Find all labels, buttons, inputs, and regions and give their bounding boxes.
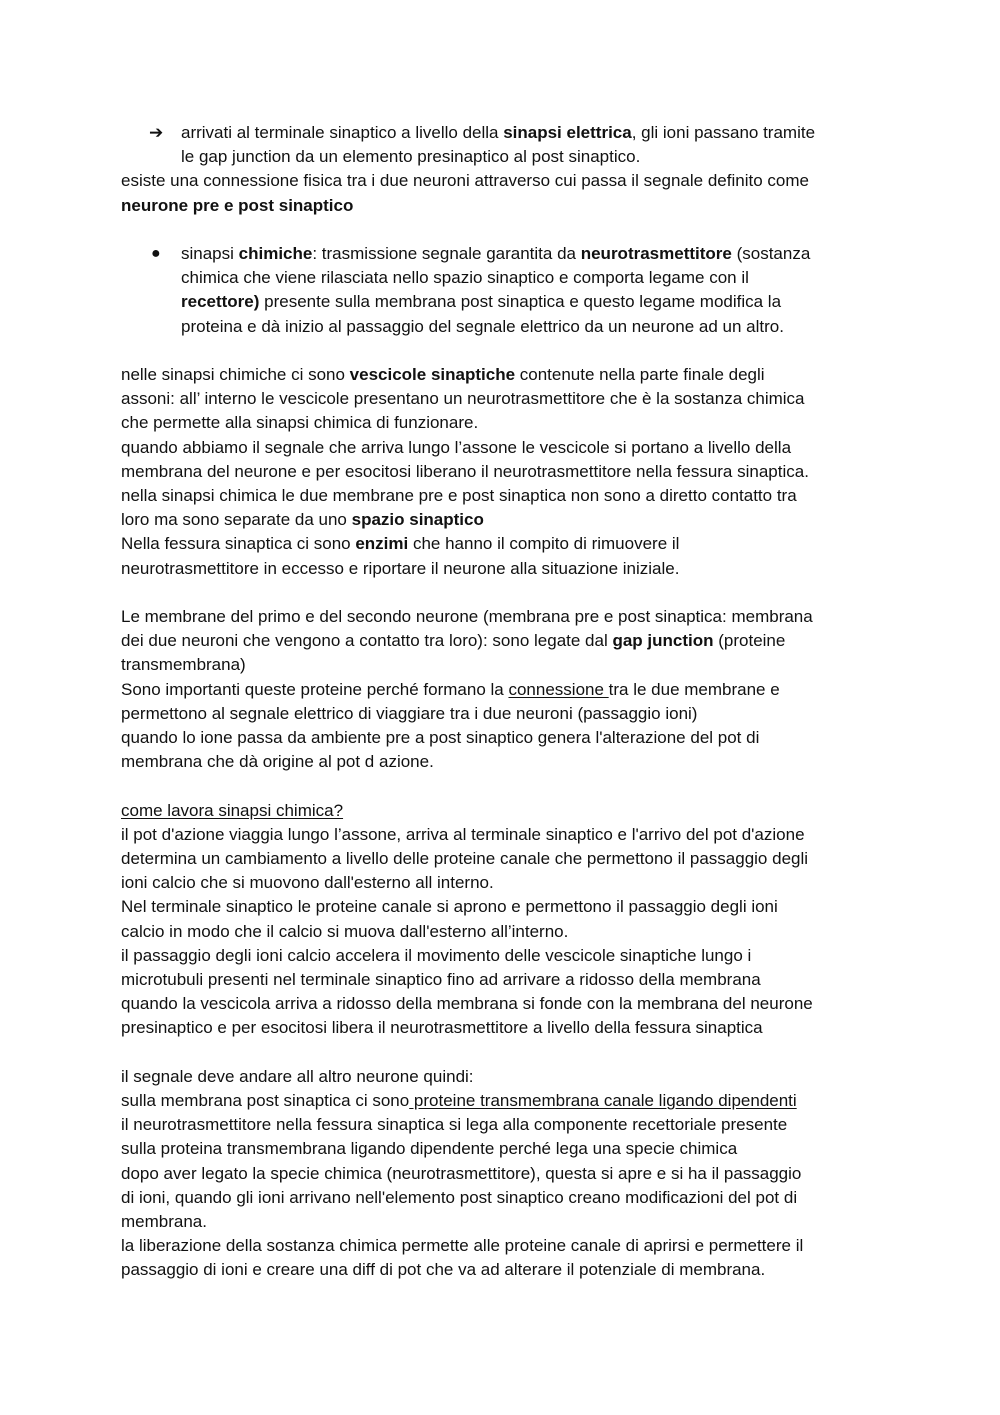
text-span: (proteine bbox=[713, 631, 786, 651]
text-line: quando abbiamo il segnale che arriva lungo l’assone le vescicole si portano a livello della bbox=[121, 437, 792, 457]
bold-term: sinapsi elettrica bbox=[503, 123, 632, 142]
text-line bbox=[121, 678, 881, 702]
bold-term: chimiche bbox=[238, 244, 313, 263]
text-line: le gap junction da un elemento presinaptico al post sinaptico. bbox=[181, 147, 641, 167]
text-line bbox=[121, 1089, 881, 1113]
text-line: ioni calcio che si muovono dall'esterno all interno. bbox=[121, 873, 494, 893]
text-line bbox=[121, 532, 881, 556]
text-line: sulla proteina transmembrana ligando dipendente perché lega una specie chimica bbox=[121, 1139, 738, 1159]
blank-line bbox=[121, 581, 881, 605]
text-line: membrana. bbox=[121, 1212, 207, 1232]
text-span: tra le due membrane e bbox=[608, 679, 780, 699]
text-line: che permette alla sinapsi chimica di funzionare. bbox=[121, 413, 479, 433]
text-line: neurotrasmettitore in eccesso e riportare il neurone alla situazione iniziale. bbox=[121, 558, 680, 578]
text-line: di ioni, quando gli ioni arrivano nell'elemento post sinaptico creano modificazioni del pot di bbox=[121, 1187, 798, 1207]
text-span: Sono importanti queste proteine perché formano la bbox=[121, 679, 509, 699]
text-line: quando la vescicola arriva a ridosso della membrana si fonde con la membrana del neurone bbox=[121, 994, 813, 1014]
text-span: presente sulla membrana post sinaptica e questo legame modifica la bbox=[259, 292, 782, 312]
text-line: esiste una connessione fisica tra i due neuroni attraverso cui passa il segnale definito come bbox=[121, 171, 809, 191]
text-span: contenute nella parte finale degli bbox=[515, 365, 765, 384]
text-span: loro ma sono separate da uno bbox=[121, 510, 352, 530]
text-line: transmembrana) bbox=[121, 655, 246, 675]
text-span: nelle sinapsi chimiche ci sono bbox=[121, 365, 350, 384]
bold-term: spazio sinaptico bbox=[351, 510, 484, 530]
bold-term: gap junction bbox=[612, 631, 714, 651]
text-line: membrana che dà origine al pot d azione. bbox=[121, 752, 434, 772]
text-span: (sostanza bbox=[731, 244, 811, 263]
text-line: proteina e dà inizio al passaggio del segnale elettrico da un neurone ad un altro. bbox=[181, 316, 784, 336]
blank-line bbox=[121, 1041, 881, 1065]
text-line: quando lo ione passa da ambiente pre a post sinaptico genera l'alterazione del pot di bbox=[121, 728, 760, 748]
text-line: il pot d'azione viaggia lungo l’assone, arriva al terminale sinaptico e l'arrivo del pot d'azione bbox=[121, 824, 805, 844]
text-line: passaggio di ioni e creare una diff di pot che va ad alterare il potenziale di membrana. bbox=[121, 1260, 766, 1280]
arrow-icon: ➔ bbox=[149, 123, 164, 142]
text-line: calcio in modo che il calcio si muova dall'esterno all’interno. bbox=[121, 921, 569, 941]
text-span: Nella fessura sinaptica ci sono bbox=[121, 534, 356, 554]
text-line: chimica che viene rilasciata nello spazio sinaptico e comporta legame con il bbox=[181, 268, 749, 288]
text-span: : trasmissione segnale garantita da bbox=[312, 244, 581, 263]
text-span: dei due neuroni che vengono a contatto tra loro): sono legate dal bbox=[121, 631, 613, 651]
text-line: membrana del neurone e per esocitosi liberano il neurotrasmettitore nella fessura sinaptica. bbox=[121, 461, 809, 481]
text-line: Le membrane del primo e del secondo neurone (membrana pre e post sinaptica: membrana bbox=[121, 607, 813, 627]
text-line: la liberazione della sostanza chimica permette alle proteine canale di aprirsi e permettere il bbox=[121, 1236, 804, 1256]
blank-line bbox=[121, 339, 881, 363]
text-span: , gli ioni passano tramite bbox=[631, 123, 816, 142]
text-span: che hanno il compito di rimuovere il bbox=[408, 534, 680, 554]
bold-term: neurone pre e post sinaptico bbox=[121, 195, 354, 215]
blank-line bbox=[121, 774, 881, 798]
text-line: microtubuli presenti nel terminale sinaptico fino ad arrivare a ridosso della membrana bbox=[121, 970, 761, 990]
bold-term: neurotrasmettitore bbox=[580, 244, 732, 263]
text-line: nella sinapsi chimica le due membrane pre e post sinaptica non sono a diretto contatto tra bbox=[121, 486, 797, 506]
text-line: determina un cambiamento a livello delle proteine canale che permettono il passaggio degli bbox=[121, 849, 809, 869]
underlined-heading: come lavora sinapsi chimica? bbox=[121, 800, 344, 820]
text-span: sinapsi bbox=[181, 244, 239, 263]
section-heading bbox=[121, 799, 881, 823]
text-line: permettono al segnale elettrico di viaggiare tra i due neuroni (passaggio ioni) bbox=[121, 703, 698, 723]
text-line bbox=[181, 242, 881, 266]
text-line: Nel terminale sinaptico le proteine canale si aprono e permettono il passaggio degli ioni bbox=[121, 897, 778, 917]
text-line: dopo aver legato la specie chimica (neurotrasmettitore), questa si apre e si ha il passaggio bbox=[121, 1163, 802, 1183]
blank-line bbox=[121, 218, 881, 242]
bullet-list-item bbox=[121, 242, 881, 339]
text-span: arrivati al terminale sinaptico a livello della bbox=[181, 123, 504, 142]
text-span: sulla membrana post sinaptica ci sono bbox=[121, 1091, 410, 1111]
bold-term: vescicole sinaptiche bbox=[349, 365, 516, 384]
bold-term: recettore) bbox=[181, 292, 260, 312]
arrow-list-item bbox=[121, 121, 881, 169]
text-line bbox=[181, 290, 881, 314]
text-line bbox=[121, 363, 881, 387]
text-line bbox=[121, 194, 881, 218]
text-line bbox=[121, 508, 881, 532]
text-line: il passaggio degli ioni calcio accelera il movimento delle vescicole sinaptiche lungo i bbox=[121, 945, 752, 965]
underlined-term: connessione bbox=[508, 679, 609, 699]
text-line: il neurotrasmettitore nella fessura sinaptica si lega alla componente recettoriale presente bbox=[121, 1115, 788, 1135]
text-line: il segnale deve andare all altro neurone quindi: bbox=[121, 1066, 474, 1086]
underlined-term: proteine transmembrana canale ligando dipendenti bbox=[409, 1091, 797, 1111]
bullet-icon: ● bbox=[151, 245, 161, 262]
bold-term: enzimi bbox=[355, 534, 409, 554]
text-line bbox=[121, 629, 881, 653]
text-line bbox=[181, 121, 881, 145]
text-line: presinaptico e per esocitosi libera il neurotrasmettitore a livello della fessura sinaptica bbox=[121, 1018, 763, 1038]
document-page bbox=[121, 121, 881, 1283]
text-line: assoni: all’ interno le vescicole presentano un neurotrasmettitore che è la sostanza chimica bbox=[121, 389, 805, 409]
